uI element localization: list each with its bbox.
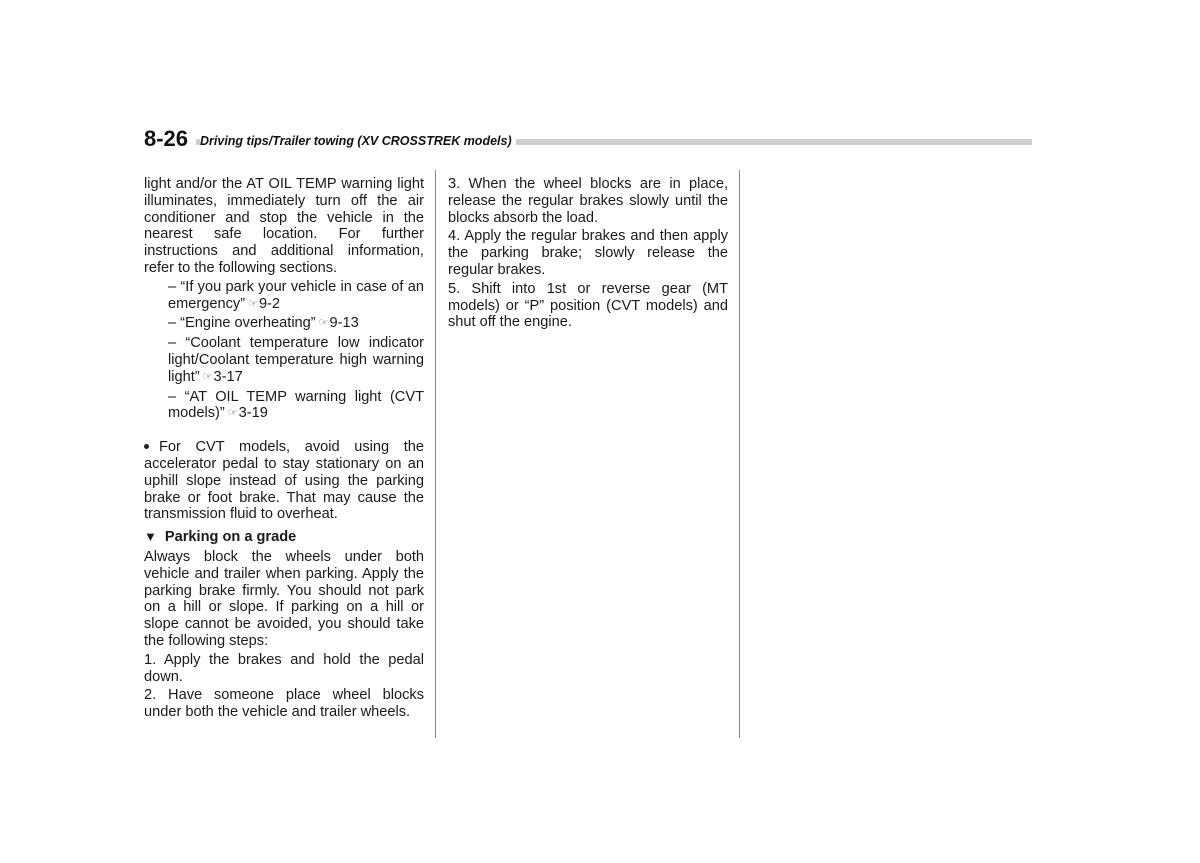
page-number: 8-26 xyxy=(144,126,189,151)
step-3: 3. When the wheel blocks are in place, release the regular brakes slowly until the blocks absorb the load. xyxy=(448,176,728,226)
column-divider-right xyxy=(739,170,740,738)
reference-page-link[interactable]: 9-13 xyxy=(329,315,359,332)
reference-item: – “AT OIL TEMP warning light (CVT models)” ☞3-19 xyxy=(168,388,424,422)
reference-page-link[interactable]: 3-17 xyxy=(213,368,243,385)
triangle-down-icon: ▼ xyxy=(144,529,157,545)
reference-hand-icon: ☞ xyxy=(227,407,238,420)
page-header xyxy=(144,126,1032,151)
section-heading: ▼ Parking on a grade xyxy=(144,529,297,546)
grade-paragraph: Always block the wheels under both vehicle and trailer when parking. Apply the parking brake firmly. You should not park on a hill or slope. If parking on a hill or slope cannot be avoided, you should take the following steps: xyxy=(144,548,424,649)
reference-page-link[interactable]: 3-19 xyxy=(238,405,268,422)
intro-paragraph: light and/or the AT OIL TEMP warning light illuminates, immediately turn off the air conditioner and stop the vehicle in the nearest safe location. For further instructions and additional information, refer to the following sections. xyxy=(144,176,424,276)
reference-page-link[interactable]: 9-2 xyxy=(258,295,281,312)
reference-item: – “Engine overheating” ☞9-13 xyxy=(168,315,359,332)
reference-list xyxy=(144,279,424,423)
section-title: Driving tips/Trailer towing (XV CROSSTREK models) xyxy=(200,134,516,149)
reference-hand-icon: ☞ xyxy=(248,297,258,310)
bullet-icon xyxy=(144,444,149,449)
step-2: 2. Have someone place wheel blocks under both the vehicle and trailer wheels. xyxy=(144,687,424,721)
reference-item: – “Coolant temperature low indicator light/Coolant temperature high warning light” ☞3-17 xyxy=(168,335,424,385)
step-1: 1. Apply the brakes and hold the pedal down. xyxy=(144,651,424,685)
middle-column xyxy=(448,176,728,331)
column-divider-left xyxy=(435,170,436,738)
bullet-paragraph: For CVT models, avoid using the accelerator pedal to stay stationary on an uphill slope instead of using the parking brake or foot brake. That may cause the transmission fluid to overheat. xyxy=(144,439,424,523)
reference-hand-icon: ☞ xyxy=(202,370,213,383)
step-5: 5. Shift into 1st or reverse gear (MT models) or “P” position (CVT models) and shut off the engine. xyxy=(448,280,728,331)
left-column xyxy=(144,176,424,721)
reference-item: – “If you park your vehicle in case of an emergency” ☞9-2 xyxy=(168,278,424,312)
step-4: 4. Apply the regular brakes and then apply the parking brake; slowly release the regular brakes. xyxy=(448,228,728,278)
reference-hand-icon: ☞ xyxy=(318,317,329,330)
